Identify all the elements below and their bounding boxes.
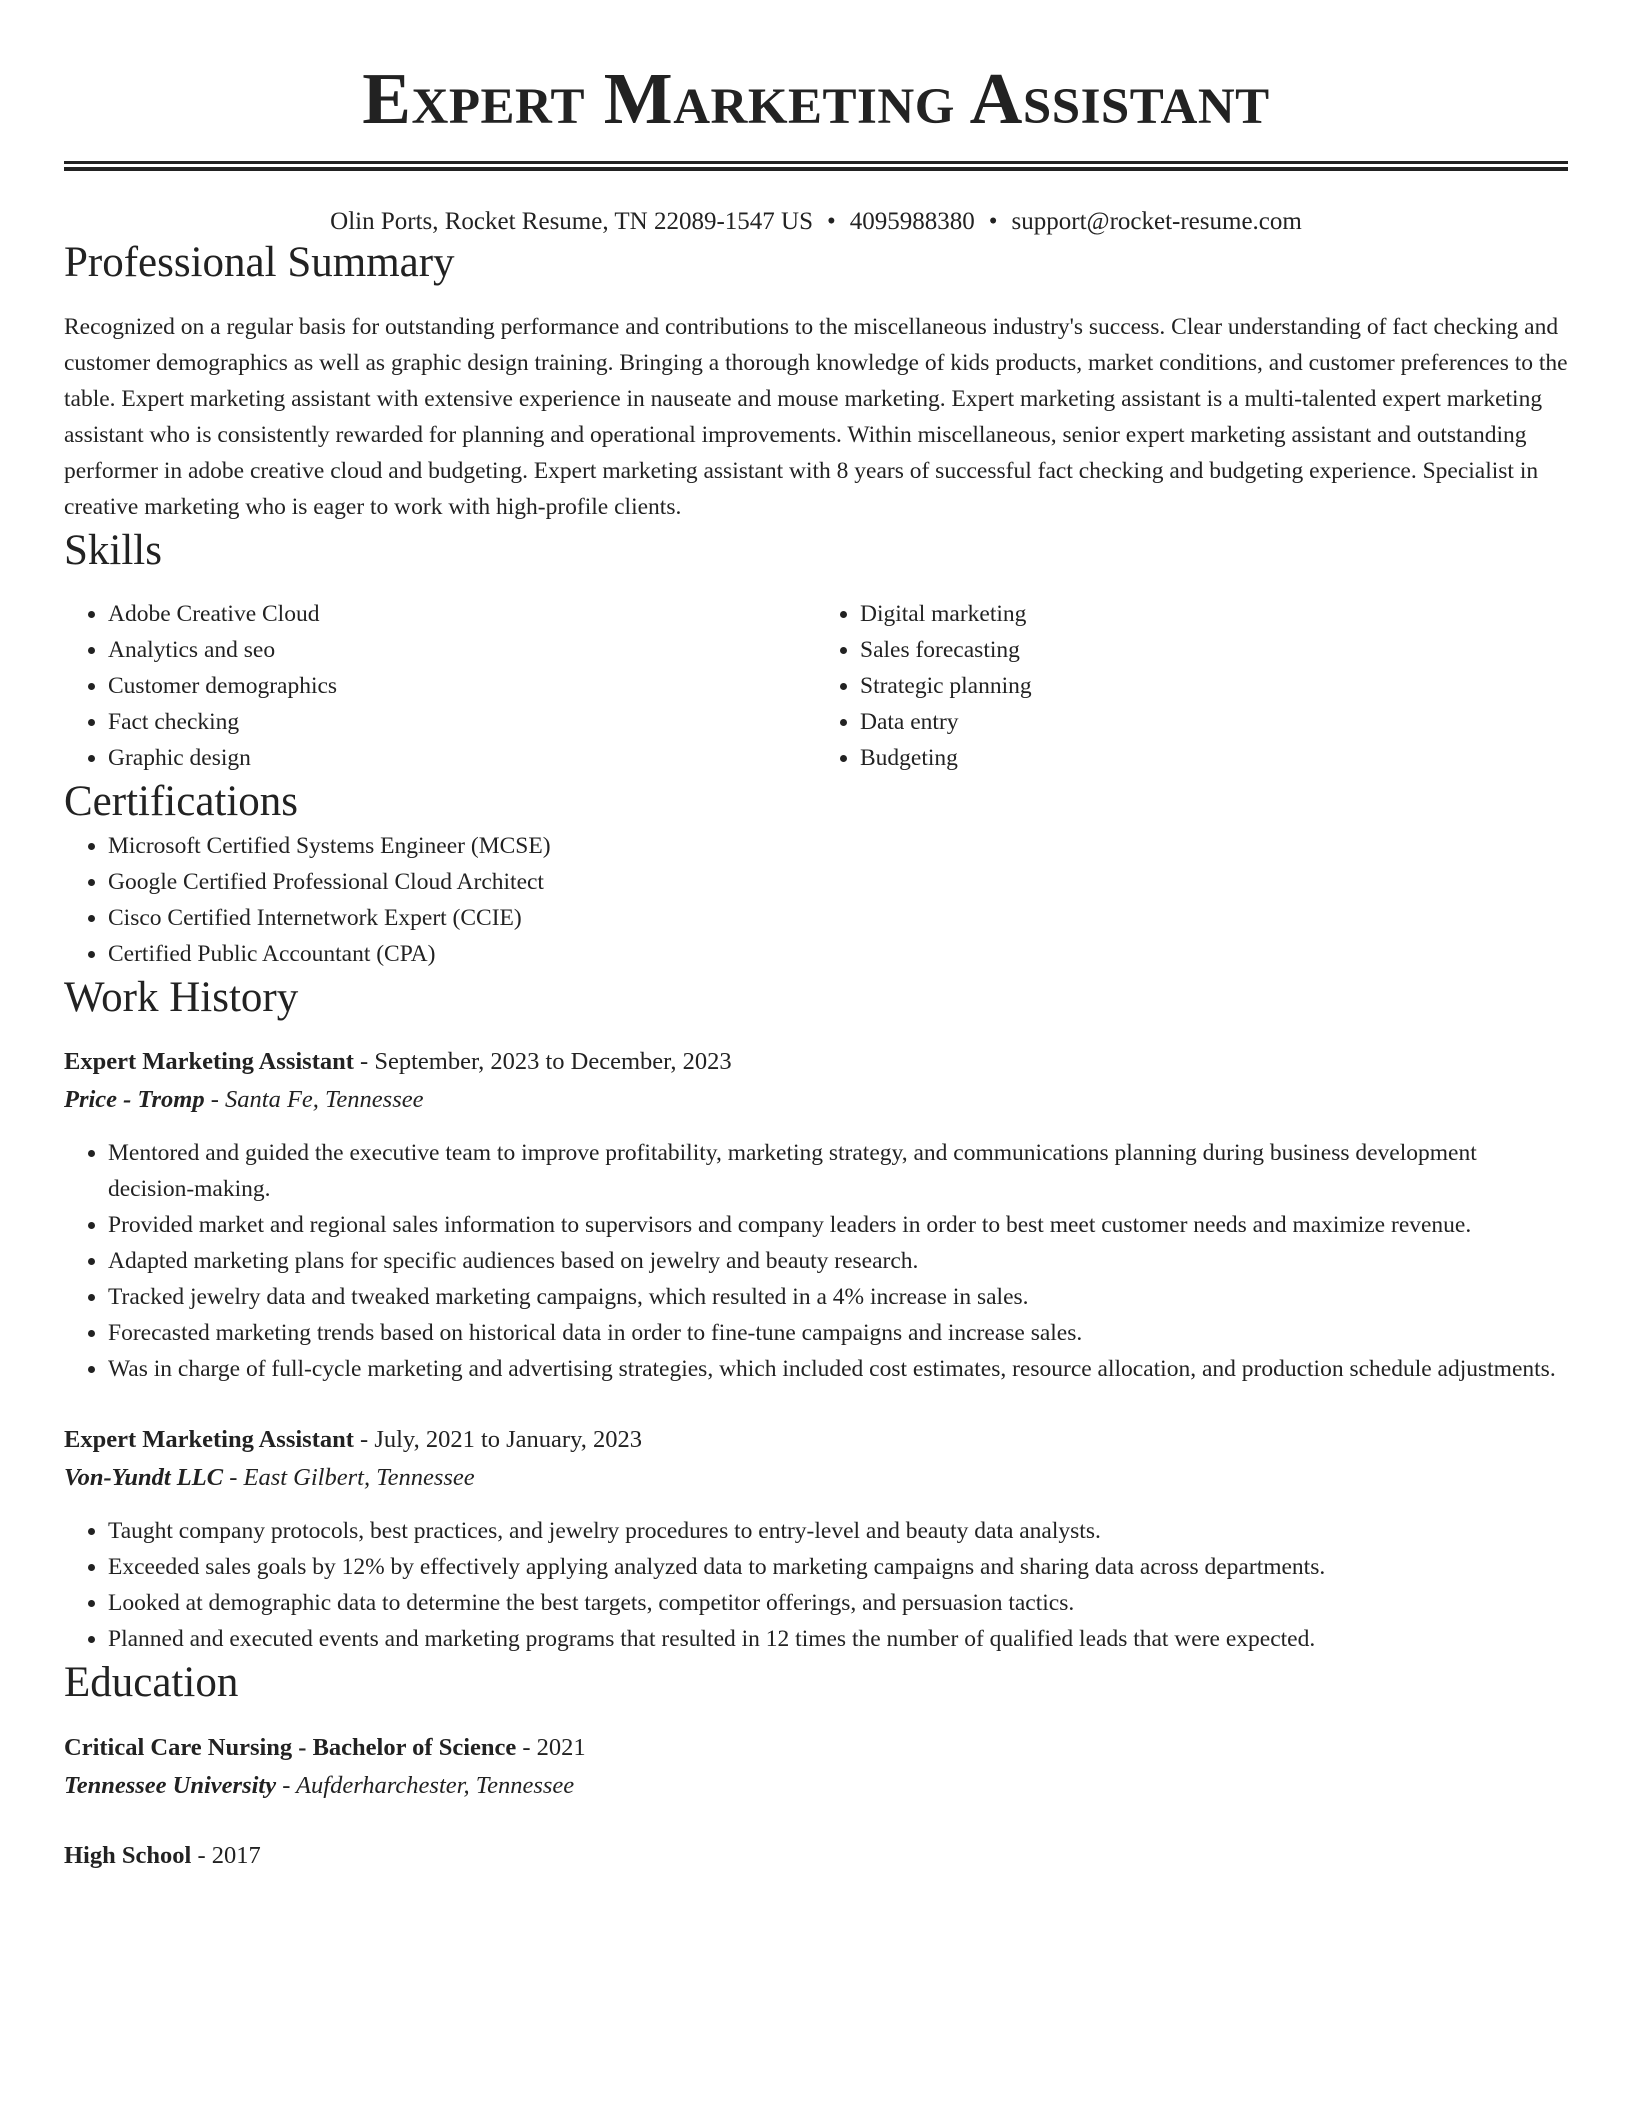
education-entry (64, 1837, 1568, 1875)
job-company-line (64, 1459, 1568, 1497)
education-degree: Critical Care Nursing - Bachelor of Science (64, 1733, 517, 1761)
skill-item: • Fact checking (108, 704, 816, 740)
skill-item: • Adobe Creative Cloud (108, 596, 816, 632)
job-bullet: • Planned and executed events and marketing programs that resulted in 12 times the number of qualified leads that were expected. (108, 1621, 1568, 1657)
job-entry (64, 1043, 1568, 1387)
job-bullet: • Looked at demographic data to determine the best targets, competitor offerings, and persuasion tactics. (108, 1585, 1568, 1621)
job-company: Price - Tromp (64, 1086, 205, 1114)
education-degree: High School (64, 1841, 192, 1869)
resume-title: Expert Marketing Assistant (362, 58, 1270, 139)
job-bullets (64, 1513, 1568, 1657)
job-company: Von-Yundt LLC (64, 1464, 224, 1492)
contact-separator: • (988, 208, 998, 235)
certification-item: • Google Certified Professional Cloud Architect (108, 864, 1568, 900)
summary-text: Recognized on a regular basis for outstanding performance and contributions to the miscellaneous industry's success. Clear understanding of fact checking and customer demographics as well as graphic design training. Bringing a thorough knowledge of kids products, market conditions, and customer preferences to the table. Expert marketing assistant with extensive experience in nauseate and mouse marketing. Expert marketing assistant is a multi-talented expert marketing assistant who is consistently rewarded for planning and operational improvements. Within miscellaneous, senior expert marketing assistant and outstanding performer in adobe creative cloud and budgeting. Expert marketing assistant with 8 years of successful fact checking and budgeting experience. Specialist in creative marketing who is eager to work with high-profile clients. (64, 313, 1568, 520)
job-bullets (64, 1135, 1568, 1387)
skill-item: • Graphic design (108, 740, 816, 776)
skill-item: • Digital marketing (860, 596, 1568, 632)
education-location: - Aufderharchester, Tennessee (276, 1771, 575, 1799)
contact-separator: • (827, 208, 836, 235)
job-company-line (64, 1081, 1568, 1119)
skill-item: • Data entry (860, 704, 1568, 740)
title-divider (64, 161, 1568, 171)
job-title: Expert Marketing Assistant (64, 1426, 354, 1454)
job-bullet: • Was in charge of full-cycle marketing and advertising strategies, which included cost estimates, resource allocation, and production schedule adjustments. (108, 1351, 1568, 1387)
job-bullet: • Adapted marketing plans for specific audiences based on jewelry and beauty research. (108, 1243, 1568, 1279)
job-bullet: • Exceeded sales goals by 12% by effectively applying analyzed data to marketing campaigns and sharing data across departments. (108, 1549, 1568, 1585)
job-bullet: • Tracked jewelry data and tweaked marketing campaigns, which resulted in a 4% increase in sales. (108, 1279, 1568, 1315)
job-dates: - July, 2021 to January, 2023 (353, 1426, 642, 1454)
education-heading: Education (64, 1659, 239, 1707)
education-degree-line (64, 1729, 1568, 1767)
job-bullet: • Mentored and guided the executive team to improve profitability, marketing strategy, and communications planning during business development decision-making. (108, 1135, 1568, 1207)
education-year: - 2017 (191, 1841, 261, 1869)
education-school-line (64, 1767, 1568, 1805)
job-title: Expert Marketing Assistant (64, 1048, 354, 1076)
contact-phone: 4095988380 (849, 208, 975, 235)
contact-address: Olin Ports, Rocket Resume, TN 22089-1547 US (330, 208, 814, 235)
certification-item: • Certified Public Accountant (CPA) (108, 936, 1568, 972)
job-entry (64, 1421, 1568, 1657)
skills-heading: Skills (64, 526, 162, 574)
skills-list-left (64, 596, 816, 776)
certifications-list (64, 828, 1568, 972)
skills-columns (64, 596, 1568, 776)
certification-item: • Cisco Certified Internetwork Expert (CCIE) (108, 900, 1568, 936)
work-history-heading: Work History (64, 973, 299, 1021)
contact-email: support@rocket-resume.com (1011, 208, 1302, 235)
skill-item: • Budgeting (860, 740, 1568, 776)
skills-list-right (816, 596, 1568, 776)
job-location: - Santa Fe, Tennessee (204, 1086, 424, 1114)
contact-line (64, 207, 1568, 237)
job-bullet: • Taught company protocols, best practices, and jewelry procedures to entry-level and beauty data analysts. (108, 1513, 1568, 1549)
job-location: - East Gilbert, Tennessee (223, 1464, 475, 1492)
certifications-heading: Certifications (64, 778, 299, 826)
job-bullet: • Provided market and regional sales information to supervisors and company leaders in order to best meet customer needs and maximize revenue. (108, 1207, 1568, 1243)
job-bullet: • Forecasted marketing trends based on historical data in order to fine-tune campaigns and increase sales. (108, 1315, 1568, 1351)
job-title-line (64, 1043, 1568, 1081)
summary-heading: Professional Summary (64, 239, 455, 286)
skill-item: • Analytics and seo (108, 632, 816, 668)
job-dates: - September, 2023 to December, 2023 (353, 1048, 732, 1076)
job-title-line (64, 1421, 1568, 1459)
skill-item: • Strategic planning (860, 668, 1568, 704)
education-school: Tennessee University (64, 1771, 277, 1799)
skill-item: • Customer demographics (108, 668, 816, 704)
skill-item: • Sales forecasting (860, 632, 1568, 668)
certification-item: • Microsoft Certified Systems Engineer (MCSE) (108, 828, 1568, 864)
education-degree-line (64, 1837, 1568, 1875)
education-year: - 2021 (516, 1733, 586, 1761)
education-entry (64, 1729, 1568, 1805)
